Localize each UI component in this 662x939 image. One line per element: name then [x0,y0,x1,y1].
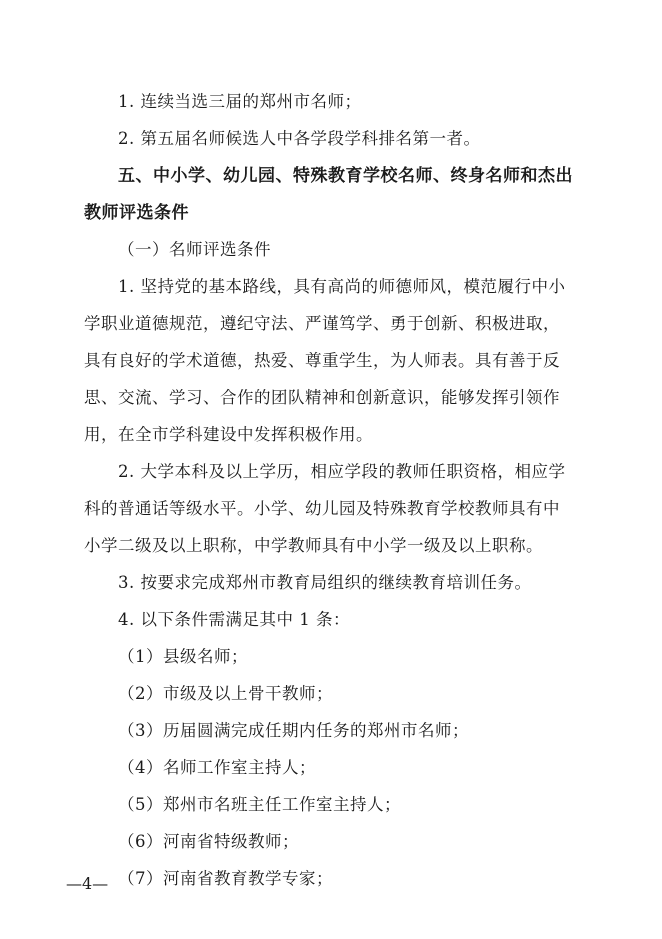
subsection-heading: （一）名师评选条件 [118,240,271,259]
list-item: （4）名师工作室主持人； [118,758,316,777]
text-line: 思、交流、学习、合作的团队精神和创新意识，能够发挥引领作 [84,388,560,407]
text-line: 4. 以下条件需满足其中 1 条： [118,610,350,629]
text-line: 3. 按要求完成郑州市教育局组织的继续教育培训任务。 [118,573,532,592]
list-item: （1）县级名师； [118,647,248,666]
section-heading: 五、中小学、幼儿园、特殊教育学校名师、终身名师和杰出 [118,166,573,186]
text-line: 1. 坚持党的基本路线，具有高尚的师德师风，模范履行中小 [118,277,566,296]
text-line: 具有良好的学术道德，热爱、尊重学生，为人师表。具有善于反 [84,351,560,370]
list-item: （3）历届圆满完成任期内任务的郑州市名师； [118,721,469,740]
page-number: —4— [66,874,109,893]
text-line: 学职业道德规范，遵纪守法、严谨笃学、勇于创新、积极进取， [84,314,560,333]
section-heading: 教师评选条件 [84,203,189,223]
text-line: 用，在全市学科建设中发挥积极作用。 [84,425,373,444]
text-line: 1. 连续当选三届的郑州市名师； [118,92,362,111]
list-item: （5）郑州市名班主任工作室主持人； [118,795,401,814]
text-line: 2. 大学本科及以上学历，相应学段的教师任职资格，相应学 [118,462,566,481]
text-line: 小学二级及以上职称，中学教师具有中小学一级及以上职称。 [84,536,543,555]
list-item: （2）市级及以上骨干教师； [118,684,333,703]
text-line: 科的普通话等级水平。小学、幼儿园及特殊教育学校教师具有中 [84,499,560,518]
list-item: （7）河南省教育教学专家； [118,869,333,888]
text-line: 2. 第五届名师候选人中各学段学科排名第一者。 [118,129,481,148]
list-item: （6）河南省特级教师； [118,832,299,851]
